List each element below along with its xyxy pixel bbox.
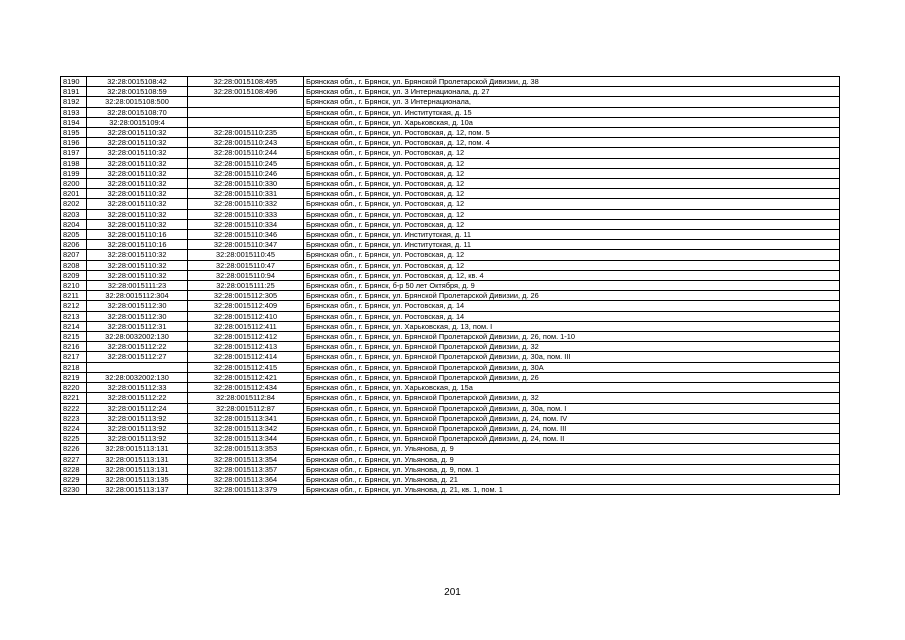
address-cell: Брянская обл., г. Брянск, ул. Институтская, д. 11	[304, 230, 840, 240]
row-number-cell: 8194	[61, 117, 87, 127]
table-row	[61, 219, 840, 229]
address-cell: Брянская обл., г. Брянск, ул. Ульянова, д. 9	[304, 444, 840, 454]
address-cell: Брянская обл., г. Брянск, ул. Харьковская, д. 13, пом. I	[304, 321, 840, 331]
row-number-cell: 8207	[61, 250, 87, 260]
page-number: 201	[444, 587, 461, 598]
cadastral-number-cell: 32:28:0015113:92	[87, 413, 188, 423]
address-cell: Брянская обл., г. Брянск, ул. Брянской Пролетарской Дивизии, д. 24, пом. II	[304, 434, 840, 444]
row-number-cell: 8208	[61, 260, 87, 270]
object-cadastral-number-cell: 32:28:0015113:342	[188, 423, 304, 433]
object-cadastral-number-cell: 32:28:0015112:413	[188, 342, 304, 352]
address-cell: Брянская обл., г. Брянск, ул. Ростовская, д. 12	[304, 158, 840, 168]
address-cell: Брянская обл., г. Брянск, ул. Ростовская, д. 14	[304, 311, 840, 321]
row-number-cell: 8228	[61, 464, 87, 474]
table-row	[61, 209, 840, 219]
object-cadastral-number-cell: 32:28:0015112:410	[188, 311, 304, 321]
cadastral-number-cell: 32:28:0015113:137	[87, 485, 188, 495]
object-cadastral-number-cell: 32:28:0015112:434	[188, 383, 304, 393]
address-cell: Брянская обл., г. Брянск, ул. Харьковская, д. 10а	[304, 117, 840, 127]
row-number-cell: 8191	[61, 87, 87, 97]
table-row	[61, 107, 840, 117]
row-number-cell: 8213	[61, 311, 87, 321]
object-cadastral-number-cell: 32:28:0015110:333	[188, 209, 304, 219]
row-number-cell: 8197	[61, 148, 87, 158]
cadastral-number-cell: 32:28:0015110:32	[87, 209, 188, 219]
address-cell: Брянская обл., г. Брянск, ул. Ростовская, д. 12	[304, 209, 840, 219]
table-row	[61, 281, 840, 291]
registry-table-body	[61, 77, 840, 495]
cadastral-number-cell: 32:28:0015113:92	[87, 434, 188, 444]
cadastral-number-cell: 32:28:0015112:30	[87, 301, 188, 311]
address-cell: Брянская обл., г. Брянск, ул. Ростовская, д. 12, пом. 4	[304, 138, 840, 148]
row-number-cell: 8198	[61, 158, 87, 168]
cadastral-number-cell: 32:28:0015110:32	[87, 148, 188, 158]
object-cadastral-number-cell: 32:28:0015113:341	[188, 413, 304, 423]
object-cadastral-number-cell: 32:28:0015113:354	[188, 454, 304, 464]
row-number-cell: 8221	[61, 393, 87, 403]
cadastral-number-cell: 32:28:0015113:131	[87, 464, 188, 474]
cadastral-number-cell: 32:28:0015109:4	[87, 117, 188, 127]
cadastral-number-cell: 32:28:0015108:500	[87, 97, 188, 107]
row-number-cell: 8200	[61, 179, 87, 189]
cadastral-number-cell: 32:28:0015108:59	[87, 87, 188, 97]
row-number-cell: 8230	[61, 485, 87, 495]
object-cadastral-number-cell: 32:28:0015110:235	[188, 128, 304, 138]
object-cadastral-number-cell: 32:28:0015113:344	[188, 434, 304, 444]
object-cadastral-number-cell: 32:28:0015110:245	[188, 158, 304, 168]
row-number-cell: 8202	[61, 199, 87, 209]
table-row	[61, 485, 840, 495]
table-row	[61, 270, 840, 280]
cadastral-number-cell: 32:28:0015110:32	[87, 270, 188, 280]
row-number-cell: 8204	[61, 219, 87, 229]
address-cell: Брянская обл., г. Брянск, ул. Ростовская, д. 12	[304, 168, 840, 178]
table-row	[61, 311, 840, 321]
address-cell: Брянская обл., г. Брянск, ул. Ульянова, д. 21	[304, 474, 840, 484]
table-row	[61, 117, 840, 127]
table-row	[61, 87, 840, 97]
row-number-cell: 8220	[61, 383, 87, 393]
address-cell: Брянская обл., г. Брянск, ул. Институтская, д. 11	[304, 240, 840, 250]
address-cell: Брянская обл., г. Брянск, ул. Ростовская, д. 12	[304, 189, 840, 199]
table-row	[61, 342, 840, 352]
row-number-cell: 8217	[61, 352, 87, 362]
address-cell: Брянская обл., г. Брянск, ул. Ростовская, д. 12	[304, 219, 840, 229]
cadastral-number-cell: 32:28:0015108:70	[87, 107, 188, 117]
row-number-cell: 8222	[61, 403, 87, 413]
table-row	[61, 474, 840, 484]
object-cadastral-number-cell: 32:28:0015110:332	[188, 199, 304, 209]
cadastral-number-cell: 32:28:0015112:304	[87, 291, 188, 301]
row-number-cell: 8219	[61, 372, 87, 382]
cadastral-number-cell: 32:28:0015111:23	[87, 281, 188, 291]
address-cell: Брянская обл., г. Брянск, ул. Ростовская, д. 14	[304, 301, 840, 311]
address-cell: Брянская обл., г. Брянск, ул. Брянской Пролетарской Дивизии, д. 24, пом. III	[304, 423, 840, 433]
object-cadastral-number-cell: 32:28:0015110:334	[188, 219, 304, 229]
table-row	[61, 444, 840, 454]
cadastral-number-cell: 32:28:0015110:32	[87, 179, 188, 189]
cadastral-number-cell	[87, 362, 188, 372]
object-cadastral-number-cell: 32:28:0015110:331	[188, 189, 304, 199]
cadastral-number-cell: 32:28:0015113:92	[87, 423, 188, 433]
row-number-cell: 8227	[61, 454, 87, 464]
cadastral-number-cell: 32:28:0015113:135	[87, 474, 188, 484]
address-cell: Брянская обл., г. Брянск, ул. Ростовская, д. 12	[304, 260, 840, 270]
table-row	[61, 260, 840, 270]
address-cell: Брянская обл., г. Брянск, ул. Ростовская, д. 12	[304, 148, 840, 158]
address-cell: Брянская обл., г. Брянск, ул. Ростовская, д. 12	[304, 199, 840, 209]
cadastral-number-cell: 32:28:0015110:32	[87, 250, 188, 260]
row-number-cell: 8201	[61, 189, 87, 199]
row-number-cell: 8193	[61, 107, 87, 117]
object-cadastral-number-cell: 32:28:0015112:414	[188, 352, 304, 362]
row-number-cell: 8223	[61, 413, 87, 423]
table-row	[61, 230, 840, 240]
address-cell: Брянская обл., г. Брянск, ул. 3 Интернационала,	[304, 97, 840, 107]
address-cell: Брянская обл., г. Брянск, ул. Брянской Пролетарской Дивизии, д. 26, пом. 1-10	[304, 332, 840, 342]
registry-table	[60, 76, 840, 495]
row-number-cell: 8210	[61, 281, 87, 291]
row-number-cell: 8199	[61, 168, 87, 178]
table-row	[61, 158, 840, 168]
cadastral-number-cell: 32:28:0015110:32	[87, 199, 188, 209]
cadastral-number-cell: 32:28:0015112:30	[87, 311, 188, 321]
cadastral-number-cell: 32:28:0015110:32	[87, 189, 188, 199]
address-cell: Брянская обл., г. Брянск, ул. Брянской Пролетарской Дивизии, д. 26	[304, 372, 840, 382]
address-cell: Брянская обл., г. Брянск, ул. Брянской Пролетарской Дивизии, д. 32	[304, 342, 840, 352]
object-cadastral-number-cell: 32:28:0015110:244	[188, 148, 304, 158]
object-cadastral-number-cell: 32:28:0015110:330	[188, 179, 304, 189]
cadastral-number-cell: 32:28:0015112:31	[87, 321, 188, 331]
object-cadastral-number-cell: 32:28:0015110:94	[188, 270, 304, 280]
address-cell: Брянская обл., г. Брянск, ул. Ростовская, д. 12	[304, 179, 840, 189]
cadastral-number-cell: 32:28:0015112:27	[87, 352, 188, 362]
object-cadastral-number-cell: 32:28:0015112:415	[188, 362, 304, 372]
row-number-cell: 8196	[61, 138, 87, 148]
row-number-cell: 8225	[61, 434, 87, 444]
cadastral-number-cell: 32:28:0015113:131	[87, 454, 188, 464]
row-number-cell: 8226	[61, 444, 87, 454]
object-cadastral-number-cell: 32:28:0015112:305	[188, 291, 304, 301]
object-cadastral-number-cell: 32:28:0015110:246	[188, 168, 304, 178]
address-cell: Брянская обл., г. Брянск, ул. Ростовская, д. 12, кв. 4	[304, 270, 840, 280]
object-cadastral-number-cell: 32:28:0015113:379	[188, 485, 304, 495]
cadastral-number-cell: 32:28:0015112:22	[87, 342, 188, 352]
cadastral-number-cell: 32:28:0015110:32	[87, 158, 188, 168]
table-row	[61, 362, 840, 372]
address-cell: Брянская обл., г. Брянск, ул. Брянской Пролетарской Дивизии, д. 24, пом. IV	[304, 413, 840, 423]
table-row	[61, 250, 840, 260]
object-cadastral-number-cell: 32:28:0015112:84	[188, 393, 304, 403]
cadastral-number-cell: 32:28:0015110:32	[87, 168, 188, 178]
row-number-cell: 8218	[61, 362, 87, 372]
address-cell: Брянская обл., г. Брянск, ул. Брянской Пролетарской Дивизии, д. 38	[304, 77, 840, 87]
table-row	[61, 321, 840, 331]
row-number-cell: 8216	[61, 342, 87, 352]
cadastral-number-cell: 32:28:0015110:16	[87, 240, 188, 250]
cadastral-number-cell: 32:28:0015110:32	[87, 128, 188, 138]
cadastral-number-cell: 32:28:0015110:32	[87, 260, 188, 270]
row-number-cell: 8205	[61, 230, 87, 240]
address-cell: Брянская обл., г. Брянск, ул. 3 Интернационала, д. 27	[304, 87, 840, 97]
table-row	[61, 128, 840, 138]
cadastral-number-cell: 32:28:0015110:32	[87, 138, 188, 148]
address-cell: Брянская обл., г. Брянск, ул. Ростовская, д. 12	[304, 250, 840, 260]
table-row	[61, 97, 840, 107]
row-number-cell: 8209	[61, 270, 87, 280]
object-cadastral-number-cell	[188, 117, 304, 127]
table-row	[61, 403, 840, 413]
object-cadastral-number-cell: 32:28:0015110:346	[188, 230, 304, 240]
cadastral-number-cell: 32:28:0015112:22	[87, 393, 188, 403]
row-number-cell: 8224	[61, 423, 87, 433]
table-row	[61, 168, 840, 178]
table-row	[61, 148, 840, 158]
row-number-cell: 8195	[61, 128, 87, 138]
table-row	[61, 77, 840, 87]
row-number-cell: 8203	[61, 209, 87, 219]
address-cell: Брянская обл., г. Брянск, ул. Харьковская, д. 15а	[304, 383, 840, 393]
object-cadastral-number-cell	[188, 97, 304, 107]
cadastral-number-cell: 32:28:0032002:130	[87, 332, 188, 342]
cadastral-number-cell: 32:28:0015110:16	[87, 230, 188, 240]
object-cadastral-number-cell: 32:28:0015110:47	[188, 260, 304, 270]
table-row	[61, 189, 840, 199]
address-cell: Брянская обл., г. Брянск, б-р 50 лет Октября, д. 9	[304, 281, 840, 291]
object-cadastral-number-cell: 32:28:0015112:87	[188, 403, 304, 413]
row-number-cell: 8211	[61, 291, 87, 301]
table-row	[61, 383, 840, 393]
object-cadastral-number-cell: 32:28:0015112:412	[188, 332, 304, 342]
cadastral-number-cell: 32:28:0015112:33	[87, 383, 188, 393]
object-cadastral-number-cell	[188, 107, 304, 117]
row-number-cell: 8215	[61, 332, 87, 342]
table-row	[61, 179, 840, 189]
row-number-cell: 8229	[61, 474, 87, 484]
table-row	[61, 423, 840, 433]
address-cell: Брянская обл., г. Брянск, ул. Брянской Пролетарской Дивизии, д. 30а, пом. I	[304, 403, 840, 413]
row-number-cell: 8214	[61, 321, 87, 331]
table-row	[61, 413, 840, 423]
cadastral-number-cell: 32:28:0015110:32	[87, 219, 188, 229]
object-cadastral-number-cell: 32:28:0015110:45	[188, 250, 304, 260]
object-cadastral-number-cell: 32:28:0015110:347	[188, 240, 304, 250]
table-row	[61, 199, 840, 209]
object-cadastral-number-cell: 32:28:0015108:496	[188, 87, 304, 97]
address-cell: Брянская обл., г. Брянск, ул. Брянской Пролетарской Дивизии, д. 32	[304, 393, 840, 403]
address-cell: Брянская обл., г. Брянск, ул. Брянской Пролетарской Дивизии, д. 26	[304, 291, 840, 301]
table-row	[61, 393, 840, 403]
row-number-cell: 8206	[61, 240, 87, 250]
address-cell: Брянская обл., г. Брянск, ул. Брянской Пролетарской Дивизии, д. 30а, пом. III	[304, 352, 840, 362]
table-row	[61, 291, 840, 301]
address-cell: Брянская обл., г. Брянск, ул. Ростовская, д. 12, пом. 5	[304, 128, 840, 138]
object-cadastral-number-cell: 32:28:0015110:243	[188, 138, 304, 148]
row-number-cell: 8212	[61, 301, 87, 311]
table-row	[61, 352, 840, 362]
address-cell: Брянская обл., г. Брянск, ул. Брянской Пролетарской Дивизии, д. 30А	[304, 362, 840, 372]
address-cell: Брянская обл., г. Брянск, ул. Ульянова, д. 9	[304, 454, 840, 464]
address-cell: Брянская обл., г. Брянск, ул. Ульянова, д. 9, пом. 1	[304, 464, 840, 474]
object-cadastral-number-cell: 32:28:0015113:353	[188, 444, 304, 454]
table-row	[61, 332, 840, 342]
table-row	[61, 454, 840, 464]
table-row	[61, 434, 840, 444]
object-cadastral-number-cell: 32:28:0015113:357	[188, 464, 304, 474]
table-row	[61, 138, 840, 148]
object-cadastral-number-cell: 32:28:0015112:421	[188, 372, 304, 382]
object-cadastral-number-cell: 32:28:0015112:411	[188, 321, 304, 331]
table-row	[61, 240, 840, 250]
object-cadastral-number-cell: 32:28:0015112:409	[188, 301, 304, 311]
object-cadastral-number-cell: 32:28:0015113:364	[188, 474, 304, 484]
address-cell: Брянская обл., г. Брянск, ул. Ульянова, д. 21, кв. 1, пом. 1	[304, 485, 840, 495]
table-row	[61, 464, 840, 474]
address-cell: Брянская обл., г. Брянск, ул. Институтская, д. 15	[304, 107, 840, 117]
table-row	[61, 301, 840, 311]
table-row	[61, 372, 840, 382]
cadastral-number-cell: 32:28:0015113:131	[87, 444, 188, 454]
object-cadastral-number-cell: 32:28:0015111:25	[188, 281, 304, 291]
cadastral-number-cell: 32:28:0015112:24	[87, 403, 188, 413]
cadastral-number-cell: 32:28:0015108:42	[87, 77, 188, 87]
row-number-cell: 8190	[61, 77, 87, 87]
row-number-cell: 8192	[61, 97, 87, 107]
cadastral-number-cell: 32:28:0032002:130	[87, 372, 188, 382]
object-cadastral-number-cell: 32:28:0015108:495	[188, 77, 304, 87]
